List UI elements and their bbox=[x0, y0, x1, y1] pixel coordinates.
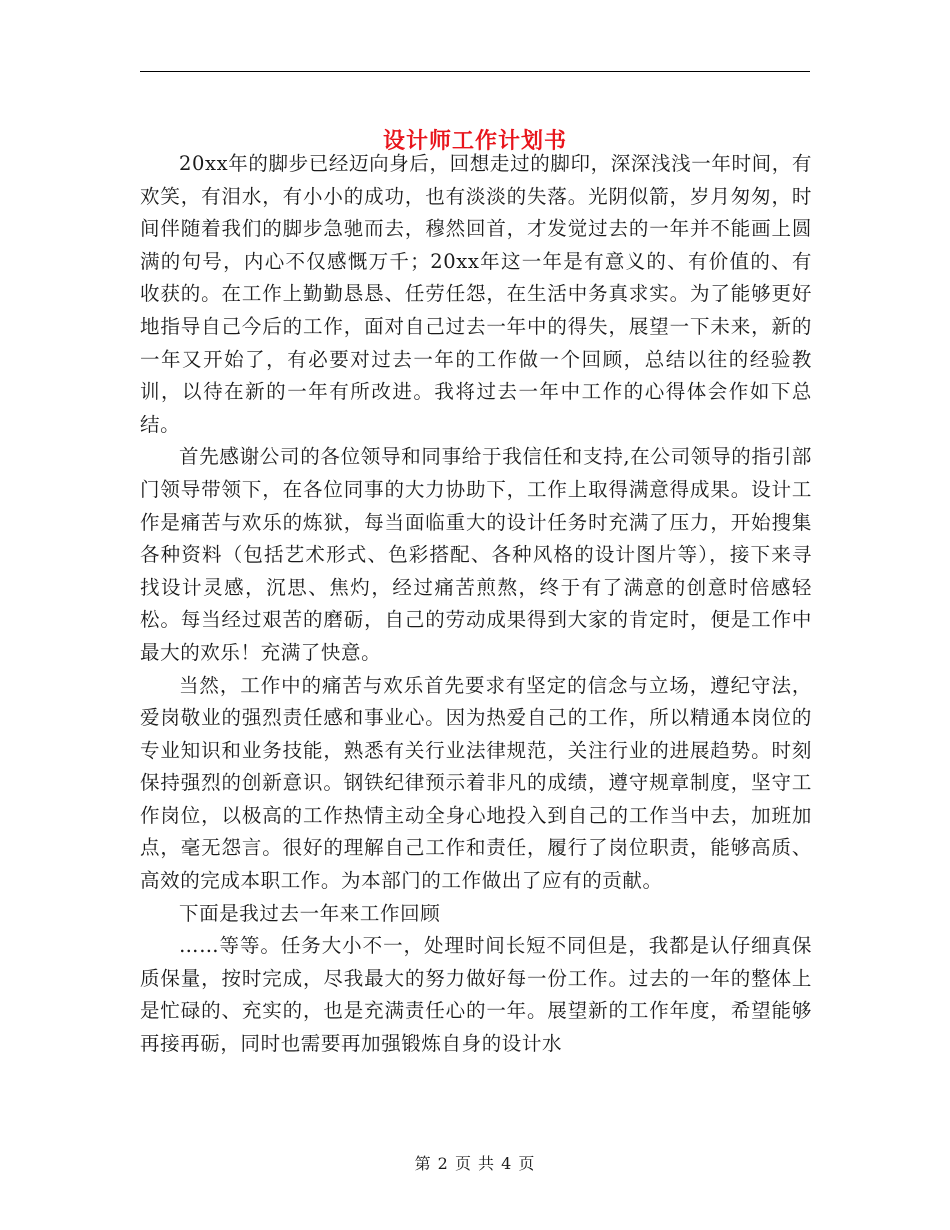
paragraph-3: 当然，工作中的痛苦与欢乐首先要求有坚定的信念与立场，遵纪守法，爱岗敬业的强烈责任感和事业心。因为热爱自己的工作，所以精通本岗位的专业知识和业务技能，熟悉有关行业法律规范，关注行业的进展趋势。时刻保持强烈的创新意识。钢铁纪律预示着非凡的成绩，遵守规章制度，坚守工作岗位，以极高的工作热情主动全身心地投入到自己的工作当中去，加班加点，毫无怨言。很好的理解自己工作和责任，履行了岗位职责，能够高质、高效的完成本职工作。为本部门的工作做出了应有的贡献。 bbox=[140, 673, 812, 893]
paragraph-2: 首先感谢公司的各位领导和同事给于我信任和支持,在公司领导的指引部门领导带领下，在各位同事的大力协助下，工作上取得满意得成果。设计工作是痛苦与欢乐的炼狱，每当面临重大的设计任务时充满了压力，开始搜集各种资料（包括艺术形式、色彩搭配、各种风格的设计图片等），接下来寻找设计灵感，沉思、焦灼，经过痛苦煎熬，终于有了满意的创意时倍感轻松。每当经过艰苦的磨砺，自己的劳动成果得到大家的肯定时，便是工作中最大的欢乐！充满了快意。 bbox=[140, 445, 812, 664]
paragraph-5: ……等等。任务大小不一，处理时间长短不同但是，我都是认仔细真保质保量，按时完成，尽我最大的努力做好每一份工作。过去的一年的整体上是忙碌的、充实的，也是充满责任心的一年。展望新的工作年度，希望能够再接再砺，同时也需要再加强锻炼自身的设计水 bbox=[140, 934, 812, 1056]
header-rule bbox=[140, 71, 810, 72]
paragraph-1: 20xx年的脚步已经迈向身后，回想走过的脚印，深深浅浅一年时间，有欢笑，有泪水，有小小的成功，也有淡淡的失落。光阴似箭，岁月匆匆，时间伴随着我们的脚步急驰而去，穆然回首，才发觉过去的一年并不能画上圆满的句号，内心不仅感慨万千；20xx年这一年是有意义的、有价值的、有收获的。在工作上勤勤恳恳、任劳任怨，在生活中务真求实。为了能够更好地指导自己今后的工作，面对自己过去一年中的得失，展望一下未来，新的一年又开始了，有必要对过去一年的工作做一个回顾，总结以往的经验教训，以待在新的一年有所改进。我将过去一年中工作的心得体会作如下总结。 bbox=[140, 152, 812, 436]
document-body bbox=[140, 148, 812, 1061]
paragraph-4: 下面是我过去一年来工作回顾 bbox=[179, 901, 441, 925]
page-number: 第 2 页 共 4 页 bbox=[414, 1154, 536, 1173]
document-title: 设计师工作计划书 bbox=[382, 127, 567, 154]
